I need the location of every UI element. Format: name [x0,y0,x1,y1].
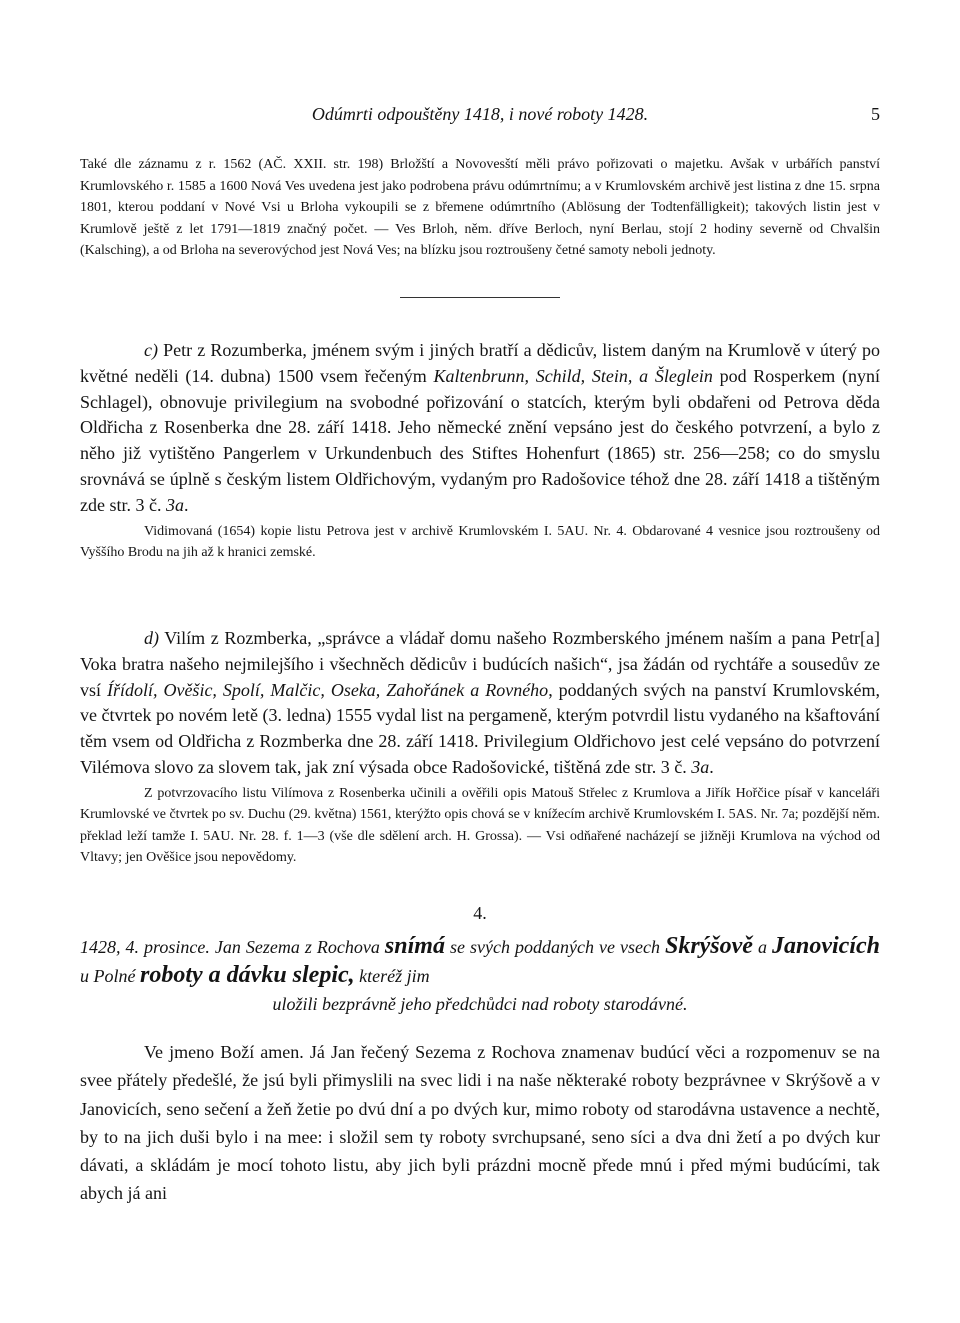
regest-emphasis-3: Janovicích [772,933,880,959]
regest-date-text: 1428, 4. prosince. Jan Sezema z Rochova [80,937,385,957]
running-title: Odúmrti odpouštěny 1418, i nové roboty 1428. [311,104,649,124]
section-d-end: . [709,756,714,777]
section-d [80,626,880,869]
section-d-label: d) [144,628,159,648]
regest-emphasis-1: snímá [384,933,445,959]
section-c-note: Vidimovaná (1654) kopie listu Petrova jest v archivě Krumlovském I. 5AU. Nr. 4. Obdarované 4 vesnice jsou roztroušeny od Vyššího Brodu na jih až k hranici zemské. [80,523,880,561]
regest-emphasis-2: Skrýšově [664,933,753,959]
section-c-ref: 3a [165,494,184,515]
section-c-label: c) [144,340,158,360]
section-d-places: Ířídolí, Ověšic, Spolí, Malčic, Oseka, Zahořánek a Rovného [106,679,549,700]
document-regest [80,932,880,1018]
section-d-note: Z potvrzovacího listu Vilímova z Rosenberka učinili a ověřili opis Matouš Střelec z Krumlova a Jiřík Hořčice písař v kanceláři Krumlovské ve čtvrtek po sv. Duchu (29. května) 1561, kterýžto opis chová se v knížecím archivě Krumlovském I. 5AS. Nr. 7a; pozdější něm. překlad leží tamže I. 5AU. Nr. 28. f. 1—3 (vše dle sdělení arch. H. Grossa). — Vsi odňařené nacházejí se jižněji Krumlova na východ od Vltavy; jen Ověšice jsou nepovědomy. [80,785,880,866]
section-c-places: Kaltenbrunn, Schild, Stein, a Šleglein [433,365,713,386]
document-text-paragraph: Ve jmeno Boží amen. Já Jan řečený Sezema z Rochova znamenav budúcí věci a rozpomenuv se na svee přátely předešlé, že jsú byli přimyslili na svec lidi i na naše některaké roboty bezprávnee v Skrýšově a v Janovicích, seno sečení a žeň žetie po dvú dní a po dvých kur, mimo roboty od starodávna ustavence a nechtě, by to na jich duši bylo i na mee: i složil sem ty roboty svrchupsané, seno síci a dva dni žetí a po dvých kur dávati, a skládám je mocí tohoto listu, aby jich byli prázdni mocně přede mnú i před mými budúcími, tak abych já ani [80,1042,880,1204]
regest-text-e: kteréž jim [354,966,430,986]
page-number: 5 [871,104,880,124]
footnote-top [80,154,880,262]
section-c-end: . [183,494,189,515]
section-d-paragraph [80,626,880,781]
regest-last-line: uložili bezprávně jeho předchůdci nad roboty starodávné. [272,994,688,1014]
section-d-text-a: Vilím z Rozmberka, „správce a vládař domu našeho Rozmberského jménem naším a pana Petr[a] Voka bratra našeho nejmilejšího i všechněch dědicův i budúcích našich“, jsa žádán od rychtáře a sousedův ze vsí [80,628,880,700]
section-c-text-a: Petr z Rozumberka, jménem svým i jiných bratří a dědicův, listem daným na Krumlově v úterý po květné neděli (14. dubna) 1500 vsem řečeným [80,340,880,386]
section-c-paragraph [80,338,880,519]
section-c [80,338,880,564]
regest-text-c: a [752,937,772,957]
section-d-ref: 3a [691,756,710,777]
section-c-text-b: pod Rosperkem (nyní Schlagel), obnovuje privilegium na svobodné pořizování o statcích, kterým byli obdařeni od Petrova děda Oldřicha z Rosenberka dne 28. září 1418. Jeho německé znění vepsáno jest do českého potvrzení, a bylo z něho již vytištěno Pangerlem v Urkundenbuch des Stiftes Hohenfurt (1865) str. 256—258; co do smyslu srovnává se úplně s českým listem Oldřichovým, vydaným pro Radošovice téhož dne 28. září 1418 a tištěným zde str. 3 č. [80,365,880,515]
document-text [80,1038,880,1208]
regest-emphasis-4: roboty a dávku slepic, [140,962,355,988]
regest-text-d: u Polné [80,966,140,986]
document-number: 4. [473,903,487,923]
section-divider [400,297,560,298]
section-d-text-b: , poddaných svých na panství Krumlovském, ve čtvrtek po novém letě (3. ledna) 1555 vydal list na pergameně, kterým potvrdil listu vydaného na kšaftování těm vsem od Oldřicha z Rozmberka dne 28. září 1418. Privilegium Oldřichovo jest celé vepsáno do potvrzení Vilémova slovo za slovem tak, jak zní výsada obce Radošovické, tištěná zde str. 3 č. [80,679,880,777]
footnote-top-text: Také dle záznamu z r. 1562 (AČ. XXII. str. 198) Brložští a Novovesští měli právo pořizovati o majetku. Avšak v urbářích panství Krumlovského r. 1585 a 1600 Nová Ves uvedena jest jako podrobena právu odúmrtnímu; a v Krumlovském archivě jest listina z dne 15. srpna 1801, kterou poddaní v Nové Vsi u Brloha vykoupili se z břemene odúmrtního (Ablösung der Todtenfälligkeit); takových listin jest v Krumlově ještě z let 1791—1819 značný počet. — Ves Brloh, něm. dříve Berloch, nyní Berlau, stojí 2 hodiny severně od Chvalšin (Kalsching), a od Brloha na severovýchod jest Nová Ves; na blízku jsou roztroušeny četné samoty neboli jednoty. [80,157,880,258]
regest-text-b: se svých poddaných ve vsech [444,937,665,957]
